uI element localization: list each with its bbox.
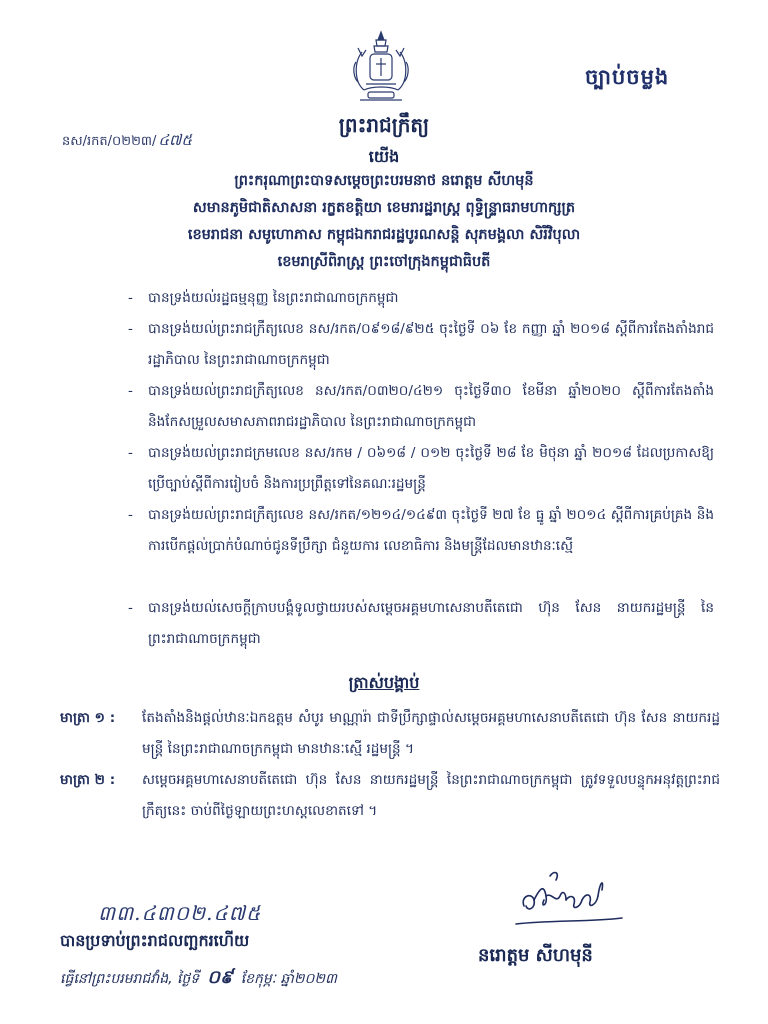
place-date-day: ០៩ [207,967,233,988]
decision-heading: ត្រាស់បង្គាប់ [348,673,420,692]
seal-affixed-note: បានប្រទាប់ព្រះរាជលញ្ឆករហើយ [60,931,250,950]
citation-text: បានទ្រង់យល់ព្រះរាជក្រឹត្យលេខ នស/រកត/០៩១៨/៩២៥ ចុះថ្ងៃទី ០៦ ខែ កញ្ញា ឆ្នាំ ២០១៨ ស្តីពីការតែងតាំងរាជរដ្ឋាភិបាល នៃព្រះរាជាណាចក្រកម្ពុជា [148,321,714,368]
citation-text: បានទ្រង់យល់សេចក្តីក្រាបបង្គំទូលថ្វាយរបស់សម្តេចអគ្គមហាសេនាបតីតេជោ ហ៊ុន សែន នាយករដ្ឋមន្ត្រី នៃព្រះរាជាណាចក្រកម្ពុជា [148,600,714,647]
royal-emblem-icon [348,28,414,106]
citation-text: បានទ្រង់យល់ព្រះរាជក្រមលេខ នស/រកម / ០៦១៨ / ០១២ ចុះថ្ងៃទី ២៨ ខែ មិថុនា ឆ្នាំ ២០១៨ ដែលប្រកាសឱ្យប្រើច្បាប់ស្តីពីការរៀបចំ និងការប្រព្រឹត្តទៅនៃគណៈរដ្ឋមន្ត្រី [148,445,714,492]
handwritten-registration-number: ៣៣.៤៣០២.៤៧៥ [98,901,262,925]
reference-prefix: នស/រកត/០២២៣/ [62,134,157,149]
decree-title: ព្រះរាជក្រឹត្យ [338,113,430,137]
citation-item: - បានទ្រង់យល់ព្រះរាជក្រឹត្យលេខ នស/រកត/០៩១៨/៩២៥ ចុះថ្ងៃទី ០៦ ខែ កញ្ញា ឆ្នាំ ២០១៨ ស្តីពីការតែងតាំងរាជរដ្ឋាភិបាល នៃព្រះរាជាណាចក្រកម្ពុជា [128,314,714,376]
citation-text: បានទ្រង់យល់រដ្ឋធម្មនុញ្ញ នៃព្រះរាជាណាចក្រកម្ពុជា [148,290,399,306]
citation-item: - បានទ្រង់យល់ព្រះរាជក្រឹត្យលេខ នស/រកត/០៣២០/៤២១ ចុះថ្ងៃទី៣០ ខែមីនា ឆ្នាំ២០២០ ស្តីពីការតែងតាំង និងកែសម្រួលសមាសភាពរាជរដ្ឋាភិបាល នៃព្រះរាជាណាចក្រកម្ពុជា [128,376,714,438]
royal-signature-icon [510,866,630,936]
article-label: មាត្រា ២ : [60,772,116,788]
king-title-line: ខេមរាស្រីពិរាស្ត្រ ព្រះចៅក្រុងកម្ពុជាធិបតី [277,254,491,270]
signer-name: នរោត្តម សីហមុនី [478,945,593,966]
citation-text: បានទ្រង់យល់ព្រះរាជក្រឹត្យលេខ នស/រកត/០៣២០/៤២១ ចុះថ្ងៃទី៣០ ខែមីនា ឆ្នាំ២០២០ ស្តីពីការតែងតាំង និងកែសម្រួលសមាសភាពរាជរដ្ឋាភិបាល នៃព្រះរាជាណាចក្រកម្ពុជា [148,383,714,430]
article-item [60,703,720,765]
article-text: តែងតាំងនិងផ្តល់ឋានៈឯកឧត្តម សំបូរ មាណ្ណារ៉ា ជាទីប្រឹក្សាផ្ទាល់សម្តេចអគ្គមហាសេនាបតីតេជោ ហ៊ុន សែន នាយករដ្ឋមន្ត្រី នៃព្រះរាជាណាចក្រកម្ពុជា មានឋានៈស្មើ រដ្ឋមន្ត្រី ។ [142,710,720,757]
article-label: មាត្រា ១ : [60,710,116,726]
article-item [60,765,720,827]
place-and-date [60,965,337,992]
reference-handwritten: ៤៧៥ [158,131,192,149]
king-title-line: ខេមរាជនា សមូហោភាស កម្ពុជឯករាជរដ្ឋបូរណសន្តិ សុភមង្គលា សិរីវិបុលា [187,227,581,243]
copy-stamp-label: ច្បាប់ចម្លង [585,65,670,89]
place-date-suffix: ខែកុម្ភៈ ឆ្នាំ២០២៣ [240,971,337,987]
king-title-line: សមានភូមិជាតិសាសនា រក្ខតខត្តិយា ខេមរារដ្ឋរាស្ត្រ ពុទ្ធិន្ទ្រាធរាមហាក្សត្រ [192,200,576,216]
king-title-line: ព្រះករុណាព្រះបាទសម្តេចព្រះបរមនាថ នរោត្តម សីហមុនី [234,173,534,189]
citation-item: - បានទ្រង់យល់ព្រះរាជក្រមលេខ នស/រកម / ០៦១៨ / ០១២ ចុះថ្ងៃទី ២៨ ខែ មិថុនា ឆ្នាំ ២០១៨ ដែលប្រកាសឱ្យប្រើច្បាប់ស្តីពីការរៀបចំ និងការប្រព្រឹត្តទៅនៃគណៈរដ្ឋមន្ត្រី [128,438,714,500]
place-date-prefix: ធ្វើនៅព្រះបរមរាជវាំង, ថ្ងៃទី [60,971,200,987]
citation-item: - បានទ្រង់យល់រដ្ឋធម្មនុញ្ញ នៃព្រះរាជាណាចក្រកម្ពុជា [128,283,714,314]
citation-item: - បានទ្រង់យល់សេចក្តីក្រាបបង្គំទូលថ្វាយរបស់សម្តេចអគ្គមហាសេនាបតីតេជោ ហ៊ុន សែន នាយករដ្ឋមន្ត្រី នៃព្រះរាជាណាចក្រកម្ពុជា [128,593,714,655]
we-heading: យើង [368,147,400,166]
citation-text: បានទ្រង់យល់ព្រះរាជក្រឹត្យលេខ នស/រកត/១២១៤/១៤៩៣ ចុះថ្ងៃទី ២៧ ខែ ធ្នូ ឆ្នាំ ២០១៤ ស្តីពីការគ្រប់គ្រង និងការបើកផ្តល់ប្រាក់បំណាច់ជូនទីប្រឹក្សា ជំនួយការ លេខាធិការ និងមន្ត្រីដែលមានឋានៈស្មើ [148,507,714,554]
citation-item: - បានទ្រង់យល់ព្រះរាជក្រឹត្យលេខ នស/រកត/១២១៤/១៤៩៣ ចុះថ្ងៃទី ២៧ ខែ ធ្នូ ឆ្នាំ ២០១៤ ស្តីពីការគ្រប់គ្រង និងការបើកផ្តល់ប្រាក់បំណាច់ជូនទីប្រឹក្សា ជំនួយការ លេខាធិការ និងមន្ត្រីដែលមានឋានៈស្មើ [128,500,714,562]
article-text: សម្តេចអគ្គមហាសេនាបតីតេជោ ហ៊ុន សែន នាយករដ្ឋមន្ត្រី នៃព្រះរាជាណាចក្រកម្ពុជា ត្រូវទទួលបន្ទុកអនុវត្តព្រះរាជក្រឹត្យនេះ ចាប់ពីថ្ងៃឡាយព្រះហស្តលេខាតទៅ ។ [142,772,720,819]
